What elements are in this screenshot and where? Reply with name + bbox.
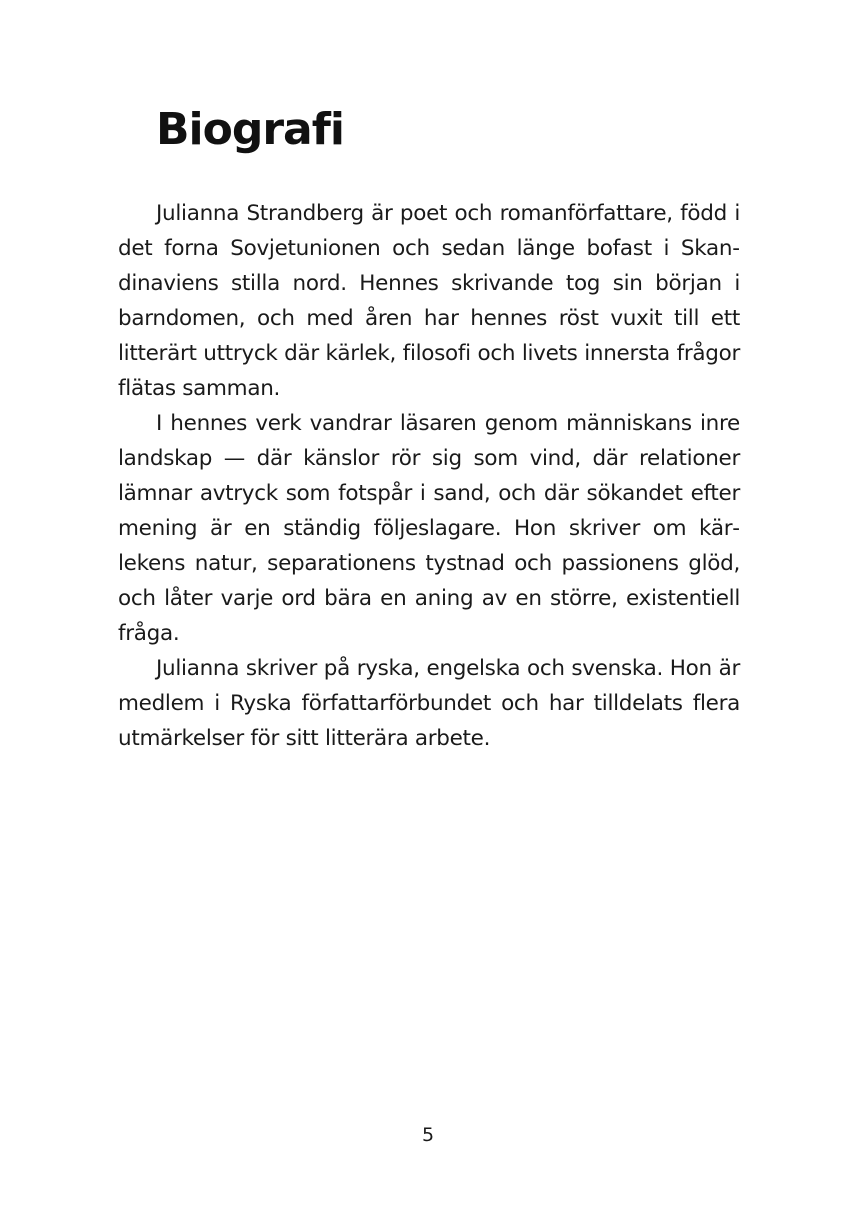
biography-text [118, 196, 740, 756]
paragraph-3: Julianna skriver på ryska, engelska och svenska. Hon är medlem i Ryska författarförbundet och har tilldelats flera utmärkelser för sitt litterära arbete. [118, 656, 740, 751]
page-title: Biografi [156, 104, 344, 155]
paragraph-2: I hennes verk vandrar läsaren genom människans inre landskap — där känslor rör sig som vind, där relationer lämnar avtryck som fotspår i sand, och där sökandet efter mening är en ständig följeslagare. Hon skriver om kärlekens natur, separationens tystnad och passionens glöd, och låter varje ord bära en aning av en större, existentiell fråga. [118, 411, 740, 646]
page-number: 5 [421, 1124, 435, 1146]
paragraph-1: Julianna Strandberg är poet och romanförfattare, född i det forna Sovjetunionen och sedan länge bofast i Skandinaviens stilla nord. Hennes skrivande tog sin början i barndomen, och med åren har hennes röst vuxit till ett litterärt uttryck där kärlek, filosofi och livets innersta frågor flätas samman. [118, 201, 740, 401]
